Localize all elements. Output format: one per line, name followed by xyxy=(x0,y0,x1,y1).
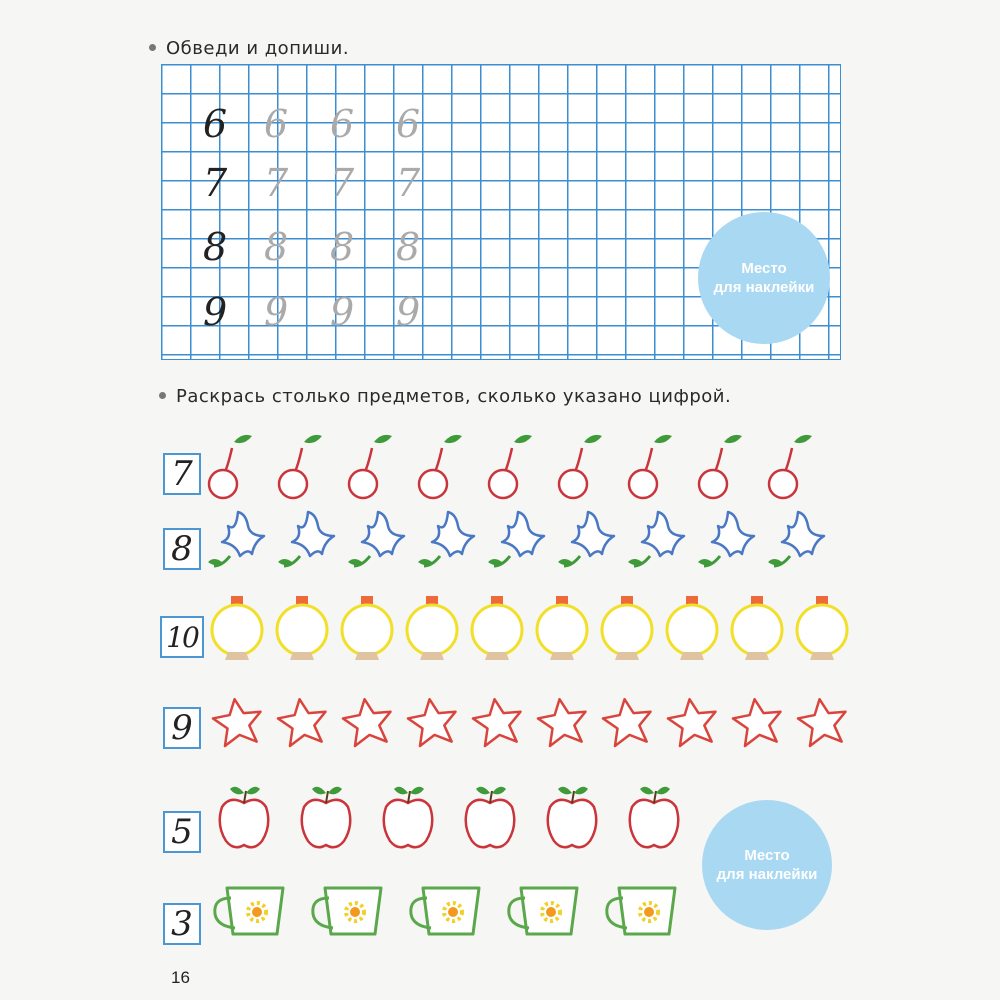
cherry-item-icon[interactable] xyxy=(559,435,602,498)
star-item-icon[interactable] xyxy=(471,696,525,747)
bell-flower-item-icon[interactable] xyxy=(698,512,754,566)
digit-7-main: 7 xyxy=(203,161,228,205)
digit-9-trace[interactable]: 9 xyxy=(396,290,421,334)
bell-flower-item-icon[interactable] xyxy=(418,512,474,566)
cherry-item-icon[interactable] xyxy=(699,435,742,498)
digit-7-trace[interactable]: 7 xyxy=(330,161,355,205)
cherry-item-icon[interactable] xyxy=(489,435,532,498)
digit-8-trace[interactable]: 8 xyxy=(330,225,355,269)
cup-item-icon[interactable] xyxy=(215,888,283,934)
sticker-label-line1: Место xyxy=(744,846,790,864)
lamp-item-icon[interactable] xyxy=(342,596,392,660)
lamp-item-icon[interactable] xyxy=(472,596,522,660)
bell-flower-item-icon[interactable] xyxy=(558,512,614,566)
digit-7-trace[interactable]: 7 xyxy=(264,161,289,205)
page-number: 16 xyxy=(171,968,190,987)
bell-flower-item-icon[interactable] xyxy=(278,512,334,566)
sticker-label-line2: для наклейки xyxy=(716,866,818,883)
star-item-icon[interactable] xyxy=(276,696,330,747)
lamp-item-icon[interactable] xyxy=(537,596,587,660)
cherry-item-icon[interactable] xyxy=(209,435,252,498)
cup-item-icon[interactable] xyxy=(607,888,675,934)
cherry-item-icon[interactable] xyxy=(349,435,392,498)
bell-flower-item-icon[interactable] xyxy=(208,512,264,566)
digit-8-main: 8 xyxy=(203,225,228,269)
cherry-item-icon[interactable] xyxy=(629,435,672,498)
count-box-apples: 5 xyxy=(163,811,201,853)
cherry-item-icon[interactable] xyxy=(419,435,462,498)
digit-9-trace[interactable]: 9 xyxy=(330,290,355,334)
count-box-flowers: 8 xyxy=(163,528,201,570)
digit-6-trace[interactable]: 6 xyxy=(396,102,421,146)
apple-item-icon[interactable] xyxy=(548,787,597,848)
digit-9-trace[interactable]: 9 xyxy=(264,290,289,334)
sticker-label-line1: Место xyxy=(741,259,787,277)
count-box-cherries: 7 xyxy=(163,453,201,495)
lamp-item-icon[interactable] xyxy=(277,596,327,660)
apple-item-icon[interactable] xyxy=(302,787,351,848)
star-item-icon[interactable] xyxy=(666,696,720,747)
star-item-icon[interactable] xyxy=(536,696,590,747)
star-item-icon[interactable] xyxy=(731,696,785,747)
apple-item-icon[interactable] xyxy=(220,787,269,848)
lamp-item-icon[interactable] xyxy=(732,596,782,660)
star-item-icon[interactable] xyxy=(601,696,655,747)
digit-6-trace[interactable]: 6 xyxy=(264,102,289,146)
cup-item-icon[interactable] xyxy=(509,888,577,934)
digit-7-trace[interactable]: 7 xyxy=(396,161,421,205)
bell-flower-item-icon[interactable] xyxy=(628,512,684,566)
count-box-lamps: 10 xyxy=(160,616,204,658)
task2-instruction-text: Раскрась столько предметов, сколько указано цифрой. xyxy=(176,386,732,407)
apple-item-icon[interactable] xyxy=(630,787,679,848)
sticker-label-line2: для наклейки xyxy=(713,279,815,296)
digit-6-main: 6 xyxy=(203,102,228,146)
cherry-item-icon[interactable] xyxy=(279,435,322,498)
cherry-item-icon[interactable] xyxy=(769,435,812,498)
task1-instruction-text: Обведи и допиши. xyxy=(166,38,350,59)
lamp-item-icon[interactable] xyxy=(212,596,262,660)
bell-flower-item-icon[interactable] xyxy=(488,512,544,566)
digit-8-trace[interactable]: 8 xyxy=(396,225,421,269)
bell-flower-item-icon[interactable] xyxy=(768,512,824,566)
star-item-icon[interactable] xyxy=(406,696,460,747)
digit-6-trace[interactable]: 6 xyxy=(330,102,355,146)
cup-item-icon[interactable] xyxy=(411,888,479,934)
bell-flower-item-icon[interactable] xyxy=(348,512,404,566)
lamp-item-icon[interactable] xyxy=(797,596,847,660)
digit-9-main: 9 xyxy=(203,290,228,334)
lamp-item-icon[interactable] xyxy=(407,596,457,660)
lamp-item-icon[interactable] xyxy=(667,596,717,660)
cup-item-icon[interactable] xyxy=(313,888,381,934)
digit-8-trace[interactable]: 8 xyxy=(264,225,289,269)
count-box-cups: 3 xyxy=(163,903,201,945)
apple-item-icon[interactable] xyxy=(466,787,515,848)
star-item-icon[interactable] xyxy=(211,696,265,747)
star-item-icon[interactable] xyxy=(341,696,395,747)
star-item-icon[interactable] xyxy=(796,696,850,747)
count-box-stars: 9 xyxy=(163,707,201,749)
lamp-item-icon[interactable] xyxy=(602,596,652,660)
apple-item-icon[interactable] xyxy=(384,787,433,848)
